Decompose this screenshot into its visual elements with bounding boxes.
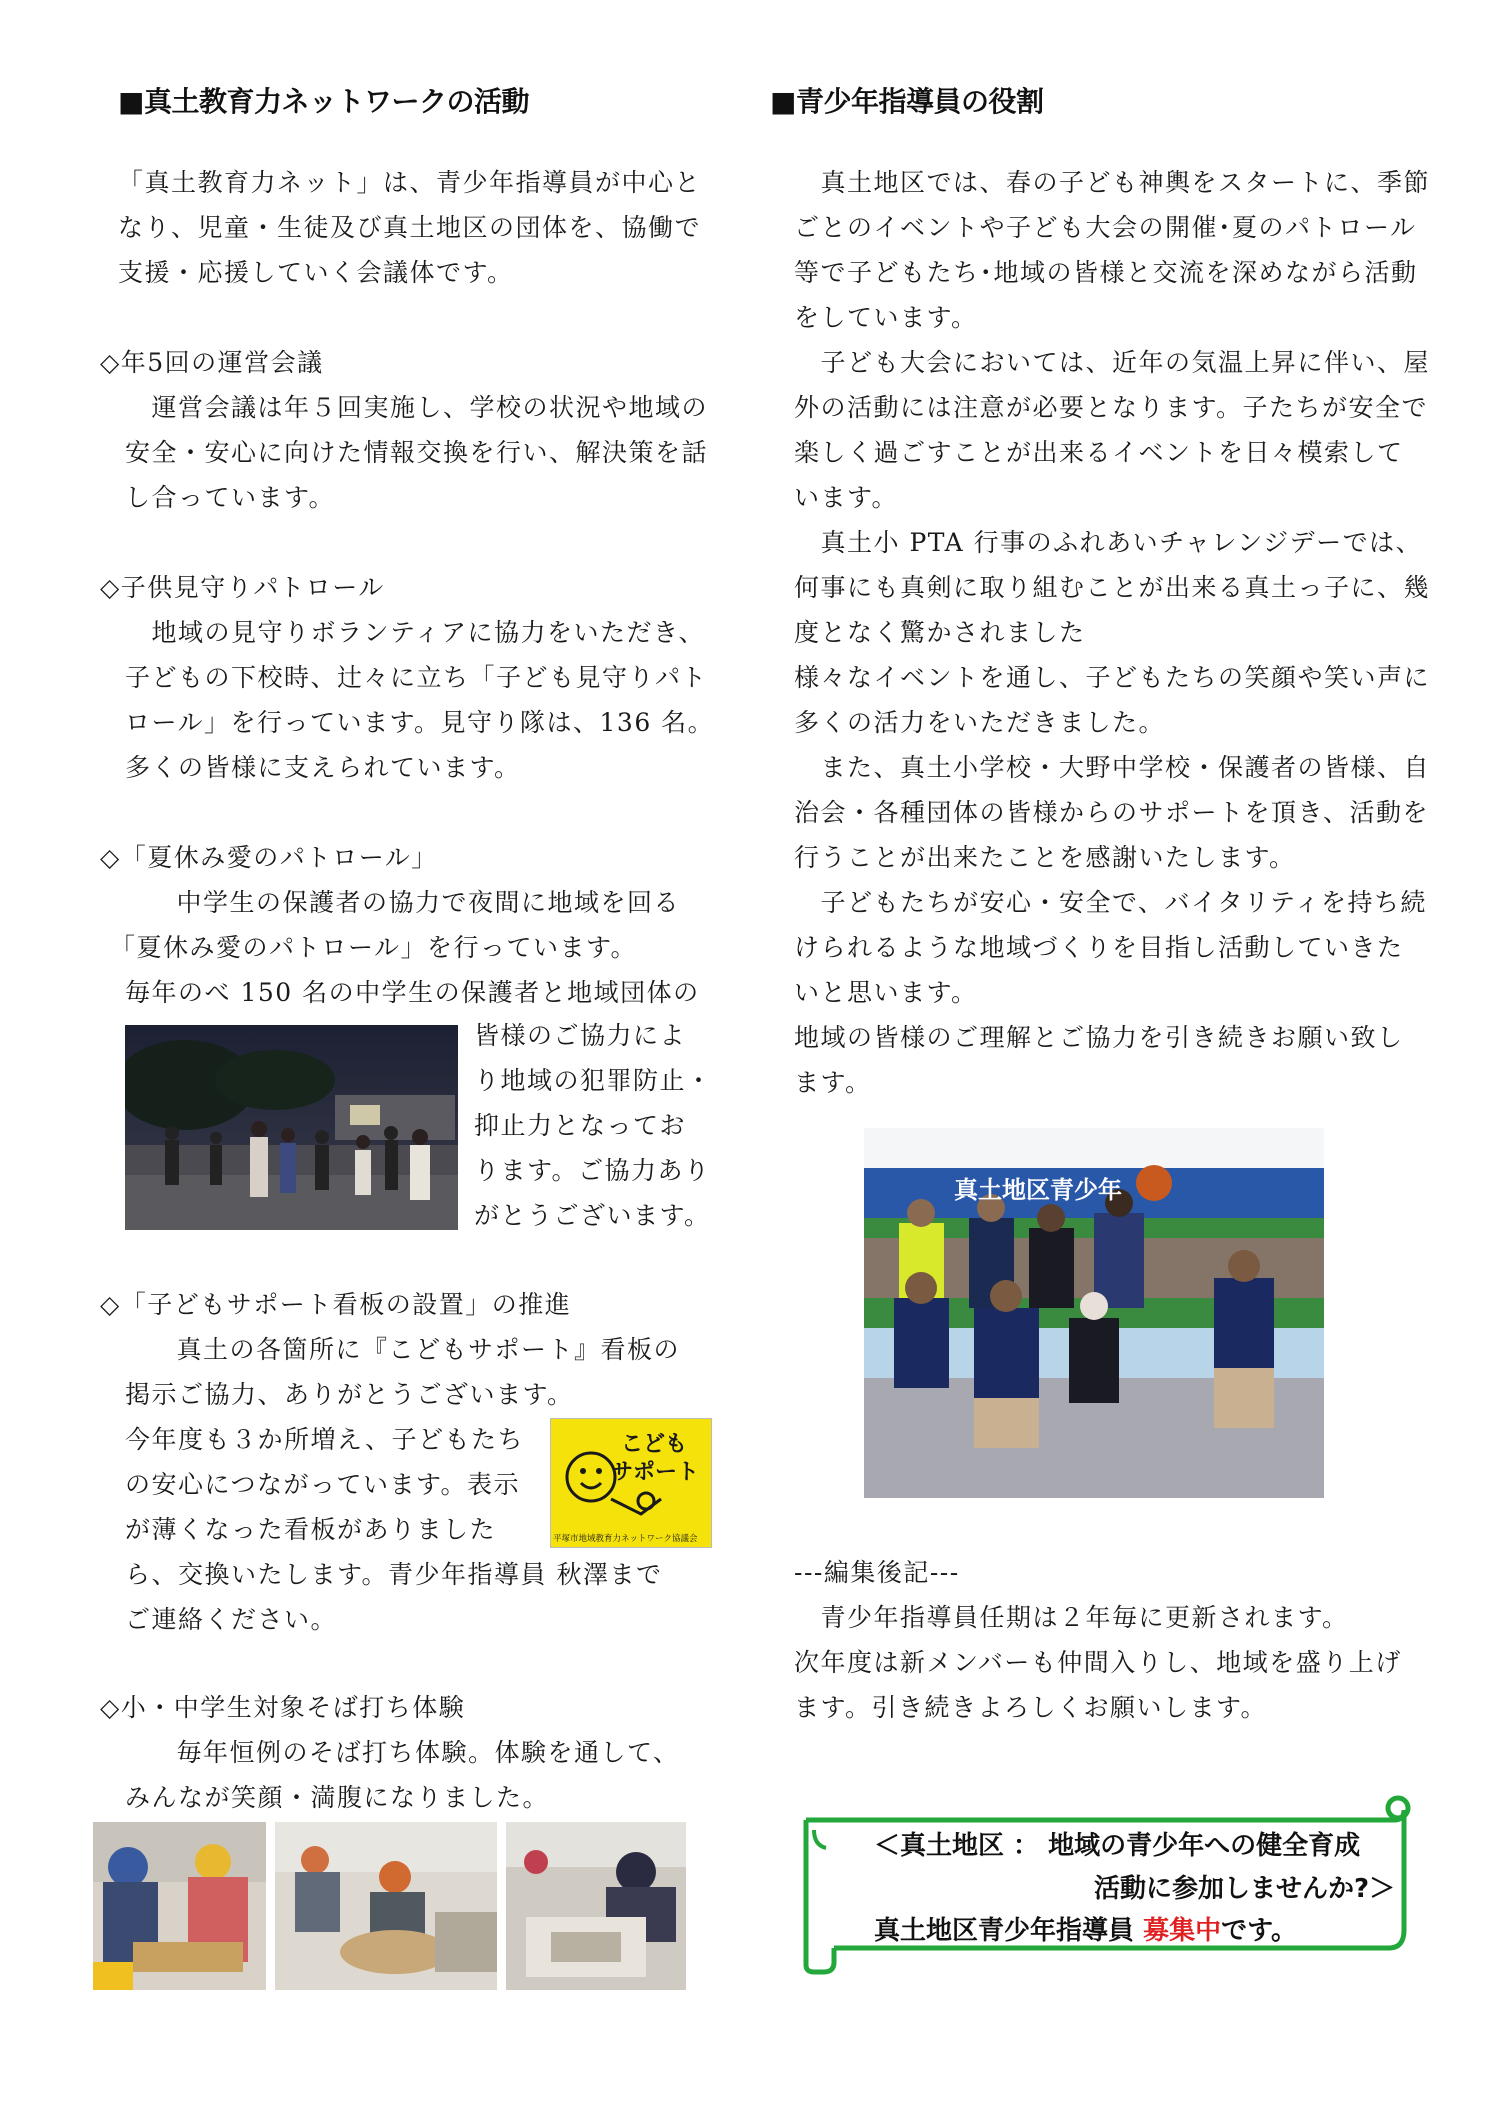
- text-line: 等で子どもたち･地域の皆様と交流を深めながら活動: [794, 258, 1418, 287]
- text-line: 掲示ご協力、ありがとうございます。: [125, 1380, 574, 1409]
- section-heading-network: ■真土教育力ネットワークの活動: [118, 85, 529, 118]
- soba-photo-1: [93, 1822, 266, 1990]
- text-line: し合っています。: [125, 483, 336, 512]
- section-meeting: [100, 340, 708, 520]
- text-line: り地域の犯罪防止・: [474, 1066, 713, 1095]
- text-line: けられるような地域づくりを目指し活動していきた: [794, 933, 1404, 962]
- text-line: をしています。: [794, 303, 978, 332]
- text-line: 青少年指導員任期は２年毎に更新されます。: [794, 1603, 1349, 1632]
- text-line: 毎年恒例のそば打ち体験。体験を通して、: [150, 1738, 680, 1767]
- soba-photo-3: [506, 1822, 686, 1990]
- sign-footer: 平塚市地域教育力ネットワーク協議会: [553, 1534, 698, 1544]
- text-line: 治会・各種団体の皆様からのサポートを頂き、活動を: [794, 798, 1430, 827]
- text-line: ごとのイベントや子ども大会の開催･夏のパトロール: [794, 213, 1417, 242]
- text-line: なり、児童・生徒及び真土地区の団体を、協働で: [118, 213, 702, 242]
- soba-photo-2: [275, 1822, 497, 1990]
- patrol-wrap-text: [474, 1013, 713, 1238]
- text-line: 運営会議は年５回実施し、学校の状況や地域の: [125, 393, 709, 422]
- group-photo: [864, 1128, 1324, 1498]
- subsection-title: ◇子供見守りパトロール: [100, 573, 385, 602]
- notice-line-3-text: 真土地区青少年指導員: [874, 1916, 1144, 1946]
- text-line: ら、交換いたします。青少年指導員 秋澤まで: [125, 1560, 663, 1589]
- recruiting-highlight: 募集中: [1143, 1916, 1222, 1946]
- text-line: 真土の各箇所に『こどもサポート』看板の: [150, 1335, 681, 1364]
- text-line: 様々なイベントを通し、子どもたちの笑顔や笑い声に: [794, 663, 1431, 692]
- kodomo-support-sign: [550, 1418, 712, 1548]
- sign-title-2: サポート: [611, 1460, 700, 1485]
- night-patrol-photo: [125, 1025, 458, 1230]
- text-line: 「夏休み愛のパトロール」を行っています。: [110, 933, 638, 962]
- text-line: 行うことが出来たことを感謝いたします。: [794, 843, 1296, 872]
- text-line: 度となく驚かされました: [794, 618, 1086, 647]
- text-line: 多くの活力をいただきました。: [794, 708, 1166, 737]
- sign-title-1: こども: [621, 1432, 688, 1457]
- text-line: の安心につながっています。表示: [125, 1470, 521, 1499]
- notice-line-3: [874, 1910, 1297, 1947]
- text-line: ご連絡ください。: [125, 1605, 338, 1634]
- subsection-title: ◇年5回の運営会議: [100, 348, 324, 377]
- notice-line-2: 活動に参加しませんか?＞: [1094, 1874, 1396, 1904]
- subsection-title: ◇「子どもサポート看板の設置」の推進: [100, 1290, 572, 1319]
- notice-line-3-end: です。: [1221, 1916, 1297, 1946]
- text-line: 皆様のご協力によ: [474, 1021, 687, 1050]
- text-line: が薄くなった看板がありました: [125, 1515, 497, 1544]
- text-line: 安全・安心に向けた情報交換を行い、解決策を話: [125, 438, 709, 467]
- text-line: 地域の見守りボランティアに協力をいただき、: [125, 618, 706, 647]
- text-line: 「真土教育力ネット」は、青少年指導員が中心と: [118, 168, 702, 197]
- text-line: ます。: [794, 1068, 872, 1097]
- role-body: [794, 160, 1430, 1105]
- tent-banner-text: 真土地区青少年: [954, 1176, 1122, 1204]
- text-line: 子ども大会においては、近年の気温上昇に伴い、屋: [794, 348, 1431, 377]
- text-line: がとうございます。: [474, 1201, 711, 1230]
- text-line: 楽しく過ごすことが出来るイベントを日々模索して: [794, 438, 1404, 467]
- text-line: みんなが笑顔・満腹になりました。: [125, 1783, 550, 1812]
- text-line: ります。ご協力あり: [474, 1156, 711, 1185]
- text-line: 中学生の保護者の協力で夜間に地域を回る: [150, 888, 681, 917]
- text-line: 子どもの下校時、辻々に立ち「子ども見守りパト: [125, 663, 708, 692]
- editor-note: [794, 1550, 1402, 1730]
- text-line: 次年度は新メンバーも仲間入りし、地域を盛り上げ: [794, 1648, 1402, 1677]
- text-line: 毎年のべ 150 名の中学生の保護者と地域団体の: [125, 978, 700, 1007]
- text-line: 子どもたちが安心・安全で、バイタリティを持ち続: [794, 888, 1428, 917]
- section-patrol: [100, 565, 714, 790]
- section-summer-patrol: [100, 835, 700, 1015]
- editor-title: ---編集後記---: [794, 1558, 960, 1587]
- text-line: 真土地区では、春の子ども神輿をスタートに、季節: [794, 168, 1431, 197]
- intro-paragraph: [118, 160, 701, 295]
- text-line: 真土小 PTA 行事のふれあいチャレンジデーでは、: [794, 528, 1423, 557]
- text-line: 支援・応援していく会議体です。: [118, 258, 514, 287]
- text-line: います。: [794, 483, 899, 512]
- text-line: 地域の皆様のご理解とご協力を引き続きお願い致し: [794, 1023, 1404, 1052]
- text-line: 抑止力となってお: [474, 1111, 687, 1140]
- text-line: 何事にも真剣に取り組むことが出来る真土っ子に、幾: [794, 573, 1431, 602]
- section-heading-role: ■青少年指導員の役割: [770, 85, 1044, 118]
- text-line: また、真土小学校・大野中学校・保護者の皆様、自: [794, 753, 1431, 782]
- text-line: ます。引き続きよろしくお願いします。: [794, 1693, 1268, 1722]
- text-line: 外の活動には注意が必要となります。子たちが安全で: [794, 393, 1429, 422]
- text-line: ロール」を行っています。見守り隊は、136 名。: [125, 708, 715, 737]
- section-soba: [100, 1685, 680, 1820]
- text-line: 今年度も３か所増え、子どもたち: [125, 1425, 525, 1454]
- subsection-title: ◇小・中学生対象そば打ち体験: [100, 1693, 466, 1722]
- text-line: 多くの皆様に支えられています。: [125, 753, 521, 782]
- recruitment-notice: [794, 1790, 1414, 1975]
- text-line: いと思います。: [794, 978, 978, 1007]
- subsection-title: ◇「夏休み愛のパトロール」: [100, 843, 438, 872]
- notice-line-1: ＜真土地区 ： 地域の青少年への健全育成: [874, 1831, 1361, 1861]
